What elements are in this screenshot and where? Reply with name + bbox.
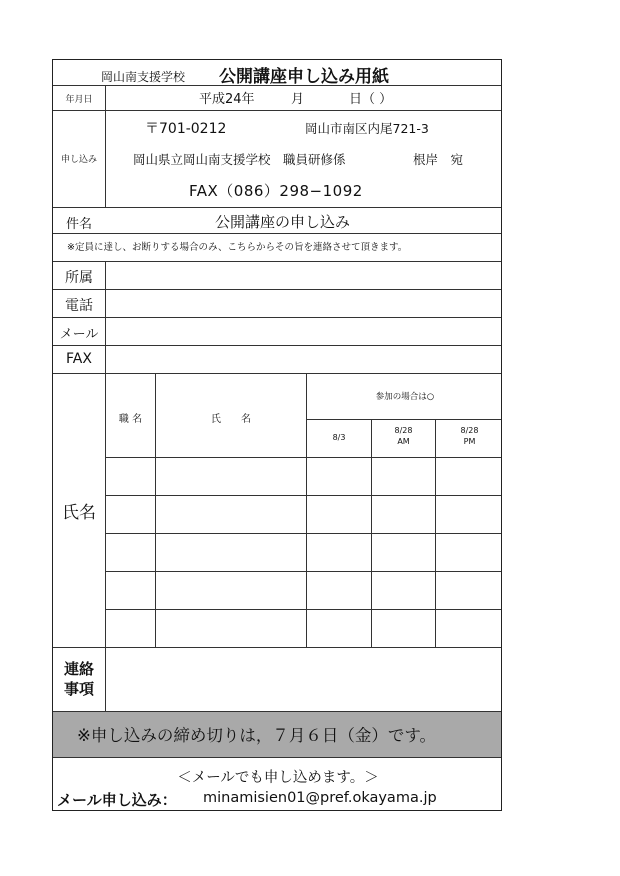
notice-text: ※定員に達し、お断りする場合のみ、こちらからその旨を連絡させて頂きます。: [67, 242, 408, 253]
fax-label: FAX: [66, 351, 92, 367]
email-field[interactable]: [106, 318, 502, 345]
session-2-date: 8/28: [394, 426, 413, 435]
participation-header: 参加の場合は○: [375, 392, 435, 402]
entry-row-1[interactable]: [106, 458, 502, 495]
fax-field[interactable]: [106, 346, 502, 373]
email-note: ＜メールでも申し込めます。＞: [177, 770, 379, 786]
fax-number: FAX（086）298−1092: [189, 182, 363, 200]
entry-row-2[interactable]: [106, 496, 502, 533]
subject-value: 公開講座の申し込み: [215, 213, 351, 231]
phone-label: 電話: [65, 298, 93, 314]
date-era-year: 平成24年: [199, 92, 255, 107]
session-3-date: 8/28: [460, 426, 479, 435]
remarks-label-line2: 事項: [63, 680, 94, 698]
date-row-label: 年月日: [65, 95, 93, 105]
session-3-time: PM: [463, 437, 476, 446]
deadline-text: ※申し込みの締め切りは，７月６日（金）です。: [77, 726, 437, 745]
entry-row-3[interactable]: [106, 534, 502, 571]
session-1-date: 8/3: [332, 433, 346, 442]
date-day: 日（ ）: [349, 92, 393, 107]
col-position-header: 職 名: [118, 414, 143, 425]
names-section-label: 氏名: [62, 503, 96, 523]
recipient-person: 根岸 宛: [413, 152, 464, 167]
date-month: 月: [291, 92, 305, 107]
remarks-field[interactable]: [106, 648, 502, 710]
phone-field[interactable]: [106, 290, 502, 317]
date-input-area[interactable]: [106, 86, 502, 110]
session-2-time: AM: [397, 437, 410, 446]
entry-row-5[interactable]: [106, 610, 502, 646]
apply-row-label: 申し込み: [60, 155, 97, 165]
email-label: メール: [59, 327, 99, 342]
application-form: [52, 59, 502, 811]
subject-row-label: 件名: [65, 217, 92, 232]
postal-code: 〒701-0212: [145, 121, 227, 137]
entry-row-4[interactable]: [106, 572, 502, 609]
affiliation-label: 所属: [65, 270, 93, 286]
form-title: 公開講座申し込み用紙: [219, 67, 389, 87]
email-address-link[interactable]: minamisien01@pref.okayama.jp: [203, 790, 437, 806]
address: 岡山市南区内尾721-3: [305, 121, 429, 136]
recipient: 岡山県立岡山南支援学校 職員研修係: [133, 152, 346, 167]
school-name: 岡山南支援学校: [101, 70, 186, 84]
col-name-header: 氏 名: [211, 414, 251, 425]
affiliation-field[interactable]: [106, 262, 502, 289]
email-submit-label: メール申し込み：: [57, 791, 177, 809]
remarks-label-line1: 連絡: [63, 660, 94, 678]
